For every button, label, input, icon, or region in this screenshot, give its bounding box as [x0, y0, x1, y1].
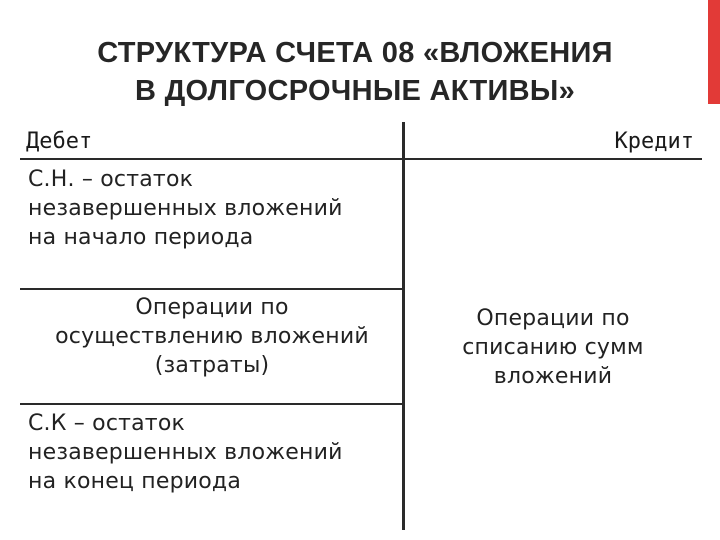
debit-ops-line-3: (затраты) [154, 353, 270, 378]
credit-header: Кредит [614, 129, 694, 154]
opening-line-1: С.Н. – остаток [28, 167, 194, 192]
t-account-top-line [20, 158, 702, 160]
closing-line-1: С.К – остаток [28, 411, 185, 436]
title-line-2: В ДОЛГОСРОЧНЫЕ АКТИВЫ» [134, 75, 575, 107]
closing-line-3: на конец периода [28, 469, 242, 494]
debit-ops-line-2: осуществлению вложений [55, 324, 369, 349]
accent-bar [708, 0, 720, 104]
debit-ops-line-1: Операции по [135, 295, 289, 320]
opening-line-3: на начало периода [28, 225, 254, 250]
title-line-1: СТРУКТУРА СЧЕТА 08 «ВЛОЖЕНИЯ [97, 37, 613, 69]
credit-ops-line-1: Операции по [476, 306, 630, 331]
credit-ops-line-3: вложений [493, 364, 613, 389]
debit-header: Дебет [26, 129, 93, 154]
t-account-center-line [402, 122, 405, 530]
debit-operations [24, 293, 400, 380]
debit-opening-balance [28, 165, 398, 252]
credit-ops-line-2: списанию сумм [462, 335, 644, 360]
debit-closing-balance [28, 409, 398, 496]
debit-divider-2 [20, 403, 404, 405]
credit-operations [408, 304, 698, 391]
debit-divider-1 [20, 288, 404, 290]
opening-line-2: незавершенных вложений [28, 196, 343, 221]
slide-title [30, 34, 680, 110]
closing-line-2: незавершенных вложений [28, 440, 343, 465]
